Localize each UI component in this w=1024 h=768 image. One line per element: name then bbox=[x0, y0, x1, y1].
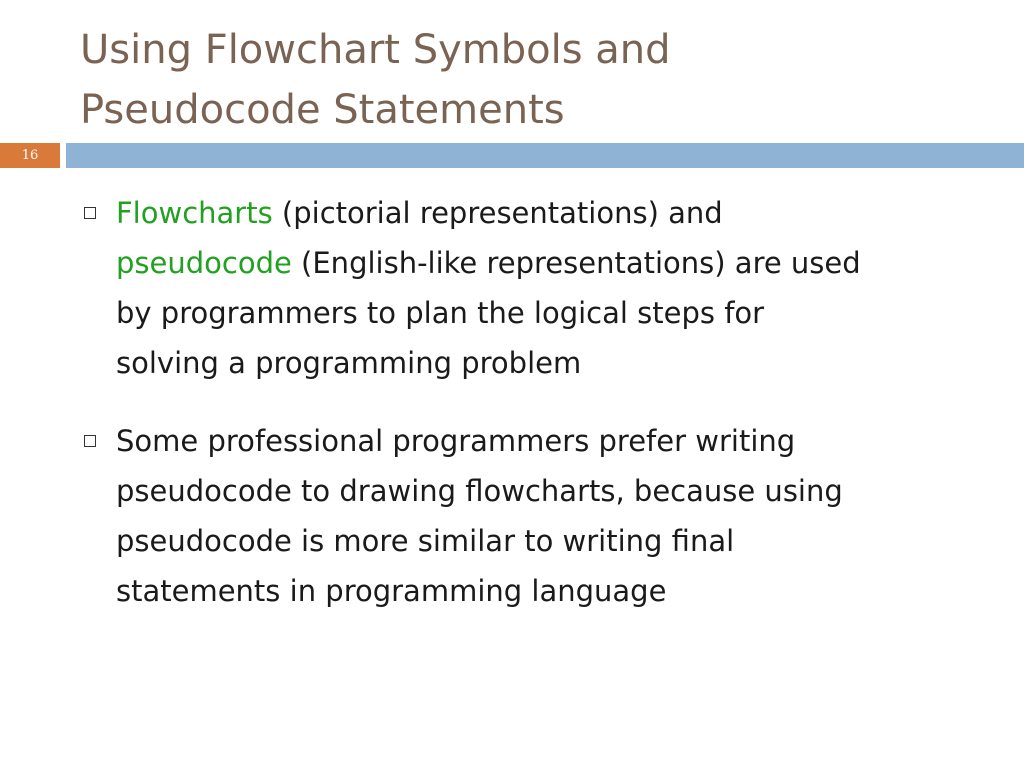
page-number-box bbox=[0, 143, 60, 168]
bullet-line bbox=[116, 188, 980, 238]
bullet-line-text: (English-like representations) are used bbox=[291, 246, 861, 280]
bullet-line: pseudocode is more similar to writing final bbox=[116, 524, 735, 558]
bullet-line-text: (pictorial representations) and bbox=[272, 196, 723, 230]
keyword-flowcharts: Flowcharts bbox=[116, 196, 273, 230]
keyword-pseudocode: pseudocode bbox=[116, 246, 292, 280]
bullet-line bbox=[116, 288, 980, 338]
bullet-line: pseudocode to drawing flowcharts, because using bbox=[116, 474, 843, 508]
bullet-item-1 bbox=[80, 188, 980, 388]
title-line-2: Pseudocode Statements bbox=[80, 87, 565, 133]
bullet-line bbox=[116, 338, 980, 388]
bullet-text-2 bbox=[116, 416, 980, 616]
slide-title bbox=[80, 20, 980, 140]
bullet-line-text: solving a programming problem bbox=[116, 346, 582, 380]
hollow-square-bullet-icon bbox=[84, 207, 96, 219]
slide-content bbox=[80, 188, 980, 644]
bullet-line: Some professional programmers prefer writing bbox=[116, 424, 796, 458]
bullet-line-text: by programmers to plan the logical steps for bbox=[116, 296, 765, 330]
page-number: 16 bbox=[21, 148, 39, 163]
bullet-item-2 bbox=[80, 416, 980, 616]
bullet-text-1 bbox=[116, 188, 980, 388]
title-line-1: Using Flowchart Symbols and bbox=[80, 27, 671, 73]
hollow-square-bullet-icon bbox=[84, 435, 96, 447]
bullet-line: statements in programming language bbox=[116, 574, 667, 608]
bullet-line bbox=[116, 238, 980, 288]
title-divider-bar bbox=[66, 143, 1024, 168]
